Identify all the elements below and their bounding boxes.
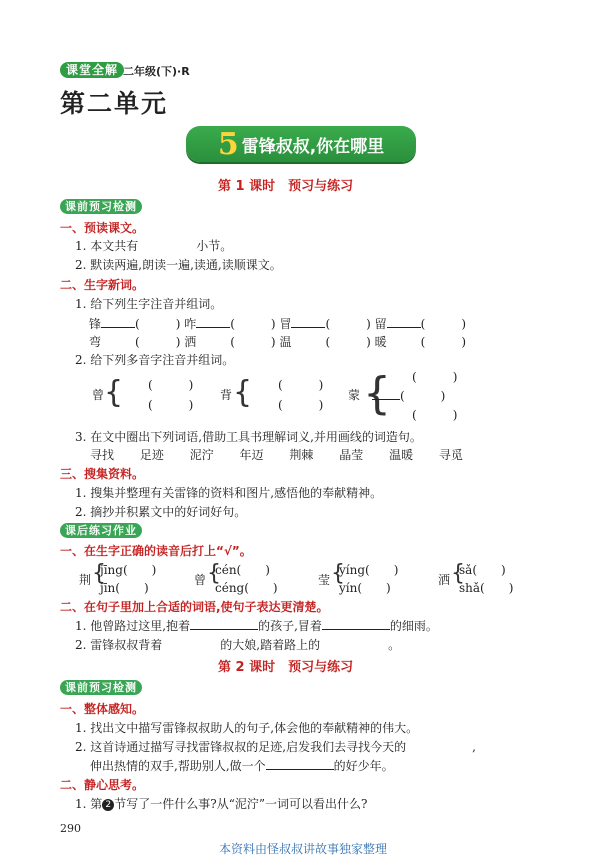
poly-char-2: 背 (220, 388, 233, 402)
fill-text: 的细雨。 (389, 619, 438, 633)
section-pronunciation: 一、在生字正确的读音后打上“√”。 (60, 544, 252, 558)
lesson-banner (186, 126, 416, 162)
brace: { (451, 561, 465, 586)
paren: ( ) (135, 317, 181, 331)
unit-title: 第二单元 (60, 89, 169, 118)
word: 足迹 (139, 448, 164, 462)
word: 泥泞 (189, 448, 214, 462)
section-overall: 一、整体感知。 (60, 702, 145, 716)
pron-option: sǎ( ) (459, 563, 506, 577)
paren: ( ) (400, 389, 446, 403)
char: 冒 (279, 317, 292, 331)
brace: { (104, 375, 124, 410)
paren: ( ) (230, 317, 276, 331)
overall-text: 的好少年。 (333, 759, 394, 773)
char: 咋 (184, 317, 197, 331)
section-preread: 一、预读课文。 (60, 221, 145, 235)
pron-option: céng( ) (215, 581, 278, 595)
brand-badge: 课堂全解 (60, 62, 124, 78)
pron-char: 洒 (438, 573, 451, 587)
paren: ( ) (278, 378, 324, 392)
section-fill-words: 二、在句子里加上合适的词语,使句子表达更清楚。 (60, 600, 329, 614)
lesson-number: 5 (217, 126, 239, 162)
section-collect: 三、搜集资料。 (60, 467, 145, 481)
word-list (90, 446, 463, 463)
word: 年迈 (239, 448, 264, 462)
think-q1 (75, 795, 367, 812)
preread-q1-text: 1. 本文共有 (75, 239, 139, 253)
overall-q2-cont (90, 757, 394, 774)
pre-study-tag: 课前预习检测 (60, 199, 142, 214)
word: 寻觅 (438, 448, 463, 462)
pron-option: jīng( ) (100, 563, 157, 577)
paren: ( ) (278, 398, 324, 412)
fill-text: 2. 雷锋叔叔背着 (75, 638, 163, 652)
char: 暖 (374, 335, 387, 349)
new-chars-q1: 1. 给下列生字注音并组词。 (75, 297, 223, 311)
pron-option: yín( ) (339, 581, 391, 595)
paren: ( ) (420, 317, 467, 331)
paren: ( ) (412, 370, 458, 384)
overall-q2 (75, 738, 476, 755)
new-chars-q3: 3. 在文中圈出下列词语,借助工具书理解词义,并用画线的词造句。 (75, 430, 422, 444)
char: 留 (374, 317, 387, 331)
char: 弯 (89, 335, 102, 349)
pron-char: 莹 (318, 573, 331, 587)
preread-q1 (75, 237, 232, 254)
char-row-2 (89, 333, 466, 350)
overall-text: , (472, 740, 476, 754)
paren: ( ) (412, 408, 458, 422)
char: 锋 (89, 317, 102, 331)
poly-char-3: 蒙 (348, 388, 361, 402)
footer-credit: 本资料由怪叔叔讲故事独家整理 (218, 842, 387, 856)
collect-q1: 1. 搜集并整理有关雷锋的资料和图片,感悟他的奉献精神。 (75, 486, 383, 500)
word: 荆棘 (289, 448, 314, 462)
pron-char: 曾 (194, 573, 207, 587)
char-row-1 (89, 315, 466, 332)
think-text: 节写了一件什么事?从“泥泞”一词可以看出什么? (114, 797, 368, 811)
section-new-chars: 二、生字新词。 (60, 278, 145, 292)
lesson1-heading: 第 1 课时 预习与练习 (218, 179, 354, 194)
fill-q2 (75, 636, 400, 653)
word: 温暖 (389, 448, 414, 462)
grade-label: 二年级(下)·R (123, 65, 190, 78)
paren: ( ) (325, 335, 371, 349)
circled-number: 2 (102, 799, 114, 811)
collect-q2: 2. 摘抄并积累文中的好词好句。 (75, 505, 247, 519)
overall-text: 伸出热情的双手,帮助别人,做一个 (90, 759, 266, 773)
pron-option: shǎ( ) (459, 581, 514, 595)
overall-q1: 1. 找出文中描写雷锋叔叔助人的句子,体会他的奉献精神的伟大。 (75, 721, 419, 735)
homework-tag: 课后练习作业 (60, 523, 142, 538)
paren: ( ) (420, 335, 467, 349)
fill-text: 的孩子,冒着 (258, 619, 322, 633)
page-number: 290 (60, 822, 81, 835)
brace: { (92, 561, 106, 586)
brace: { (207, 561, 221, 586)
pron-option: yíng( ) (339, 563, 399, 577)
new-chars-q2: 2. 给下列多音字注音并组词。 (75, 353, 235, 367)
pron-option: jīn( ) (100, 581, 149, 595)
word: 寻找 (90, 448, 115, 462)
fill-q1 (75, 617, 438, 634)
think-text: 1. 第 (75, 797, 103, 811)
fill-text: 的大娘,踏着路上的 (220, 638, 321, 652)
paren: ( ) (325, 317, 371, 331)
paren (388, 368, 457, 385)
fill-text: 1. 他曾路过这里,抱着 (75, 619, 191, 633)
preread-q1-tail: 小节。 (196, 239, 233, 253)
char: 洒 (184, 335, 197, 349)
paren (388, 406, 457, 423)
word: 晶莹 (339, 448, 364, 462)
char: 温 (279, 335, 292, 349)
brace: { (363, 368, 391, 419)
paren (372, 387, 445, 404)
preread-q2: 2. 默读两遍,朗读一遍,读通,读顺课文。 (75, 258, 282, 272)
fill-text: 。 (388, 638, 401, 652)
brace: { (331, 561, 345, 586)
brace: { (233, 375, 253, 410)
paren: ( ) (135, 335, 181, 349)
paren: ( ) (230, 335, 276, 349)
overall-text: 2. 这首诗通过描写寻找雷锋叔叔的足迹,启发我们去寻找今天的 (75, 740, 407, 754)
pron-option: cén( ) (215, 563, 270, 577)
poly-char-1: 曾 (92, 388, 105, 402)
paren: ( ) (148, 398, 194, 412)
lesson-title: 雷锋叔叔,你在哪里 (241, 136, 385, 157)
pre-study-tag: 课前预习检测 (60, 680, 142, 695)
pron-char: 荆 (79, 573, 92, 587)
lesson2-heading: 第 2 课时 预习与练习 (218, 660, 354, 675)
section-think: 二、静心思考。 (60, 778, 145, 792)
paren: ( ) (148, 378, 194, 392)
